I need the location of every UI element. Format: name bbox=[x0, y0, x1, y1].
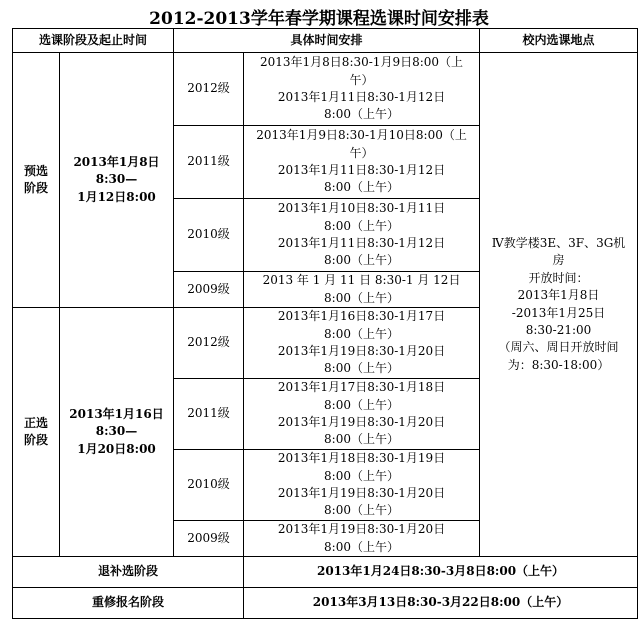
supplementary-label: 退补选阶段 bbox=[13, 557, 244, 588]
time-slot bbox=[244, 450, 480, 521]
grade-label: 2009级 bbox=[174, 521, 244, 557]
slot-line: 8:00（上午） bbox=[324, 539, 399, 554]
slot-line: 8:00（上午） bbox=[324, 180, 399, 195]
period-line: 1月20日8:00 bbox=[77, 441, 156, 456]
period-formal bbox=[60, 308, 174, 557]
time-slot bbox=[244, 126, 480, 199]
location-line: 为：8:30-18:00） bbox=[507, 357, 610, 372]
time-slot bbox=[244, 379, 480, 450]
location-line: 8:30-21:00 bbox=[525, 322, 592, 337]
slot-line: 2013年1月19日8:30-1月20日 bbox=[277, 522, 446, 537]
time-slot bbox=[244, 53, 480, 126]
stage-label: 预选 bbox=[23, 163, 48, 178]
stage-pre bbox=[13, 53, 60, 308]
slot-line: 2013年1月10日8:30-1月11日 bbox=[277, 201, 446, 216]
location-line: 房 bbox=[552, 253, 565, 268]
slot-line: 8:00（上午） bbox=[324, 432, 399, 447]
table-row bbox=[13, 557, 638, 588]
stage-label: 正选 bbox=[23, 415, 48, 430]
location-line: -2013年1月25日 bbox=[511, 305, 606, 320]
table-row bbox=[13, 53, 638, 126]
schedule-table bbox=[12, 28, 638, 619]
grade-label: 2010级 bbox=[174, 199, 244, 272]
slot-line: 2013年1月19日8:30-1月20日 bbox=[277, 486, 446, 500]
retake-time: 2013年3月13日8:30-3月22日8:00（上午） bbox=[244, 588, 638, 619]
supplementary-time: 2013年1月24日8:30-3月8日8:00（上午） bbox=[244, 557, 638, 588]
slot-line: 8:00（上午） bbox=[324, 361, 399, 376]
slot-line: 2013年1月11日8:30-1月12日 bbox=[277, 163, 446, 177]
period-pre bbox=[60, 53, 174, 308]
location-line: 开放时间： bbox=[528, 270, 589, 285]
slot-line: 午） bbox=[349, 72, 374, 87]
location-line: Ⅳ教学楼3E、3F、3G机 bbox=[491, 235, 626, 250]
time-slot bbox=[244, 272, 480, 308]
slot-line: 2013年1月19日8:30-1月20日 bbox=[277, 344, 446, 358]
slot-line: 2013 年 1 月 11 日 8:30-1 月 12日 bbox=[262, 273, 461, 288]
time-slot bbox=[244, 308, 480, 379]
stage-label: 阶段 bbox=[23, 181, 48, 195]
slot-line: 午） bbox=[349, 145, 374, 160]
header-row bbox=[13, 29, 638, 53]
page-title: 2012-2013学年春学期课程选课时间安排表 bbox=[149, 9, 489, 29]
slot-line: 8:00（上午） bbox=[324, 503, 399, 518]
grade-label: 2010级 bbox=[174, 450, 244, 521]
slot-line: 8:00（上午） bbox=[324, 468, 399, 483]
slot-line: 2013年1月18日8:30-1月19日 bbox=[277, 451, 446, 466]
stage-formal bbox=[13, 308, 60, 557]
grade-label: 2012级 bbox=[174, 308, 244, 379]
location-line: （周六、周日开放时间 bbox=[498, 340, 619, 355]
table-row bbox=[13, 588, 638, 619]
grade-label: 2009级 bbox=[174, 272, 244, 308]
slot-line: 8:00（上午） bbox=[324, 107, 399, 122]
grade-label: 2011级 bbox=[174, 126, 244, 199]
location-line: 2013年1月8日 bbox=[517, 288, 600, 303]
header-stage: 选课阶段及起止时间 bbox=[13, 29, 174, 53]
slot-line: 2013年1月19日8:30-1月20日 bbox=[277, 415, 446, 429]
time-slot bbox=[244, 521, 480, 557]
period-line: 8:30— bbox=[95, 172, 138, 187]
slot-line: 8:00（上午） bbox=[324, 326, 399, 341]
retake-label: 重修报名阶段 bbox=[13, 588, 244, 619]
header-schedule: 具体时间安排 bbox=[174, 29, 480, 53]
time-slot bbox=[244, 199, 480, 272]
slot-line: 2013年1月11日8:30-1月12日 bbox=[277, 236, 446, 250]
slot-line: 2013年1月17日8:30-1月18日 bbox=[277, 380, 446, 395]
slot-line: 2013年1月8日8:30-1月9日8:00（上 bbox=[260, 55, 464, 70]
location-cell bbox=[480, 53, 638, 557]
stage-label: 阶段 bbox=[23, 433, 48, 447]
slot-line: 2013年1月11日8:30-1月12日 bbox=[277, 90, 446, 104]
header-location: 校内选课地点 bbox=[480, 29, 638, 53]
slot-line: 2013年1月16日8:30-1月17日 bbox=[277, 309, 446, 324]
period-line: 2013年1月16日 bbox=[69, 406, 164, 421]
period-line: 1月12日8:00 bbox=[77, 189, 156, 204]
slot-line: 8:00（上午） bbox=[324, 218, 399, 233]
slot-line: 8:00（上午） bbox=[324, 290, 399, 305]
period-line: 2013年1月8日 bbox=[73, 154, 160, 169]
period-line: 8:30— bbox=[95, 424, 138, 439]
grade-label: 2012级 bbox=[174, 53, 244, 126]
slot-line: 8:00（上午） bbox=[324, 253, 399, 268]
slot-line: 8:00（上午） bbox=[324, 397, 399, 412]
slot-line: 2013年1月9日8:30-1月10日8:00（上 bbox=[256, 128, 467, 143]
grade-label: 2011级 bbox=[174, 379, 244, 450]
